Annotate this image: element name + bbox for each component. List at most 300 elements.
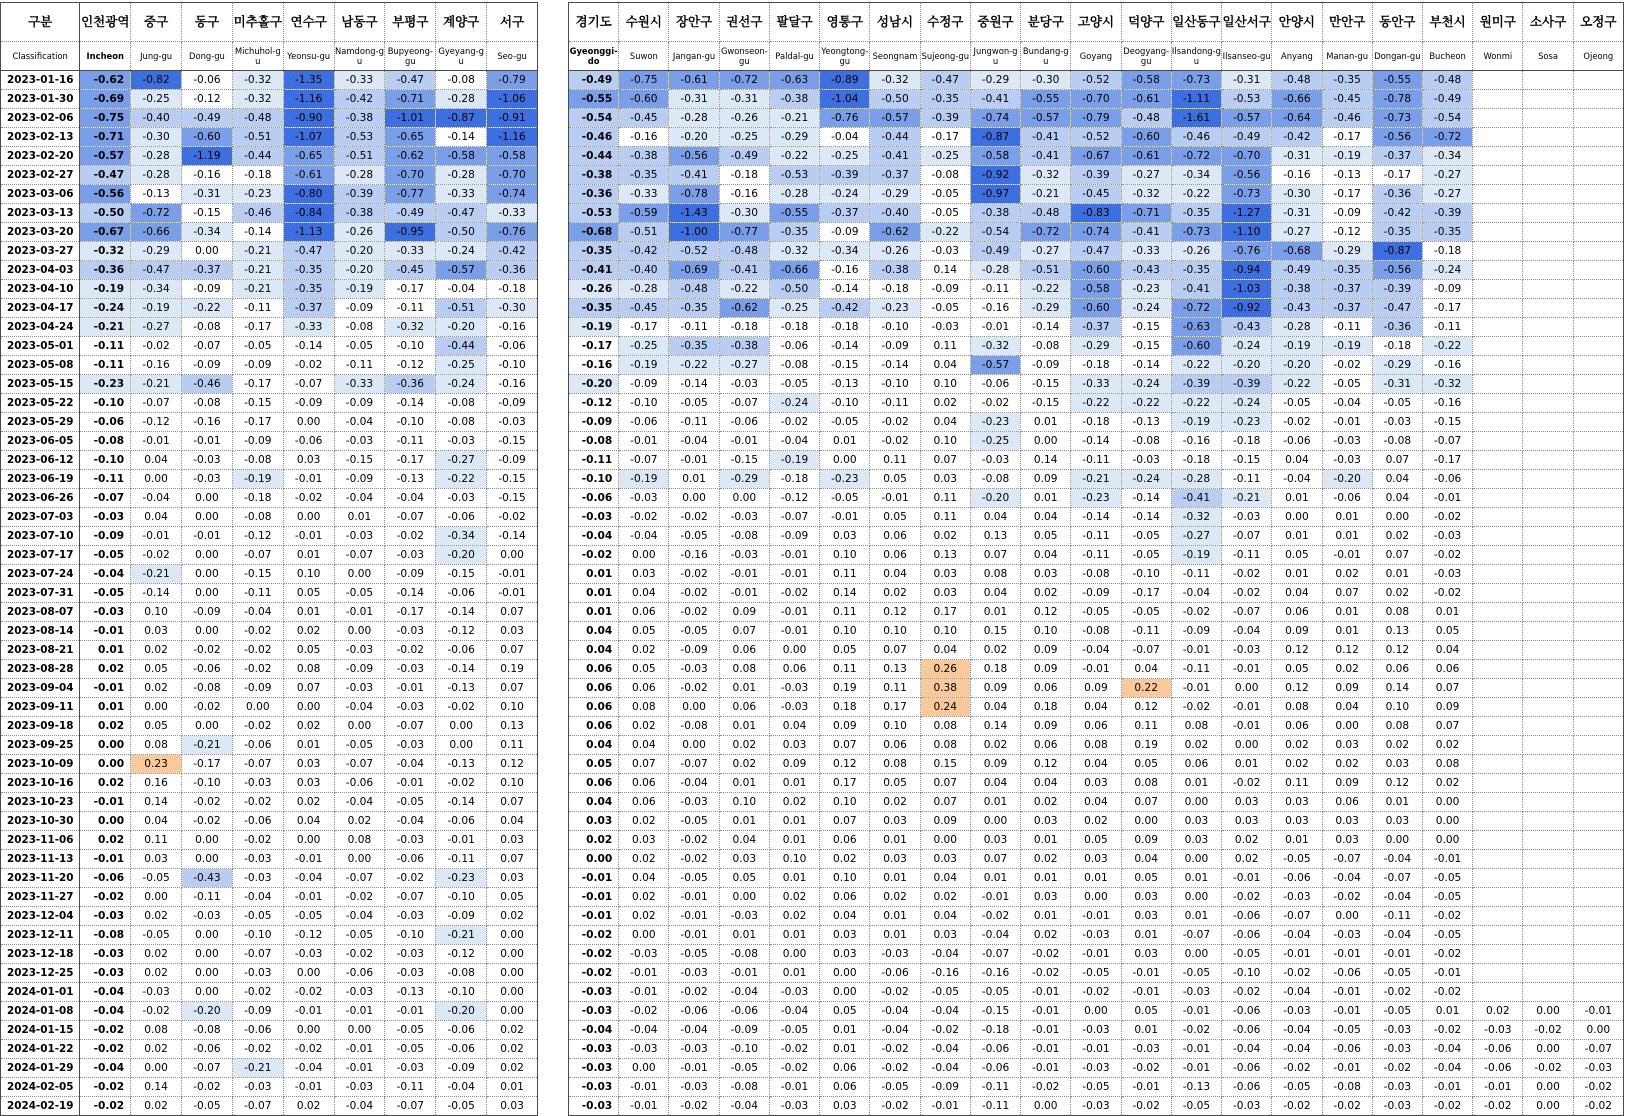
value-cell: -0.27 xyxy=(1422,166,1472,185)
value-cell: -0.02 xyxy=(870,983,920,1002)
value-cell: -0.01 xyxy=(1322,546,1372,565)
table-row xyxy=(569,109,1624,128)
value-cell: 0.04 xyxy=(619,869,669,888)
value-cell: -0.19 xyxy=(334,280,385,299)
value-cell: -0.09 xyxy=(870,337,920,356)
value-cell: -0.72 xyxy=(1021,223,1071,242)
value-cell: -0.68 xyxy=(569,223,619,242)
value-cell: -0.72 xyxy=(131,204,182,223)
value-cell: -0.34 xyxy=(1422,147,1472,166)
value-cell: 0.11 xyxy=(870,679,920,698)
value-cell: -0.05 xyxy=(131,869,182,888)
value-cell: -0.66 xyxy=(1272,90,1322,109)
value-cell: -0.78 xyxy=(1372,90,1422,109)
value-cell: 0.09 xyxy=(1021,717,1071,736)
value-cell: -0.35 xyxy=(669,337,719,356)
value-cell: 0.02 xyxy=(920,394,970,413)
table-row xyxy=(569,774,1624,793)
value-cell: -0.01 xyxy=(1121,983,1171,1002)
value-cell: -0.22 xyxy=(769,147,819,166)
value-cell: -0.06 xyxy=(769,337,819,356)
value-cell: -0.02 xyxy=(385,641,436,660)
value-cell: 0.02 xyxy=(1222,831,1272,850)
value-cell: 0.01 xyxy=(719,926,769,945)
value-cell: -0.50 xyxy=(436,223,487,242)
value-cell: -0.02 xyxy=(182,793,233,812)
value-cell: -0.02 xyxy=(1422,945,1472,964)
value-cell: -0.16 xyxy=(1171,432,1221,451)
value-cell: -0.05 xyxy=(669,869,719,888)
value-cell: -0.05 xyxy=(80,584,131,603)
value-cell: -0.03 xyxy=(970,451,1020,470)
value-cell: 0.10 xyxy=(131,603,182,622)
value-cell: -0.03 xyxy=(619,1040,669,1059)
value-cell: -0.06 xyxy=(970,1059,1020,1078)
value-cell: -0.61 xyxy=(1121,147,1171,166)
value-cell: -0.38 xyxy=(870,261,920,280)
value-cell: -0.73 xyxy=(1171,223,1221,242)
value-cell xyxy=(1573,641,1623,660)
value-cell: -0.15 xyxy=(970,1002,1020,1021)
col-header-yeongtong-gu-en: Yeongtong-gu xyxy=(821,46,869,66)
value-cell: 0.00 xyxy=(232,698,283,717)
value-cell: -0.46 xyxy=(1322,109,1372,128)
value-cell: 0.05 xyxy=(719,869,769,888)
table-row xyxy=(569,242,1624,261)
col-header-gyeonggi-do-en: Gyeonggi-do xyxy=(569,46,618,66)
value-cell: 0.05 xyxy=(870,470,920,489)
value-cell: -0.35 xyxy=(920,90,970,109)
row-date: 2023-12-11 xyxy=(1,926,80,945)
table-row xyxy=(1,527,538,546)
value-cell: -0.02 xyxy=(182,698,233,717)
value-cell: -0.05 xyxy=(1171,964,1221,983)
value-cell: -0.11 xyxy=(970,280,1020,299)
value-cell: -0.28 xyxy=(1272,318,1322,337)
value-cell: -0.29 xyxy=(1322,242,1372,261)
value-cell: -0.02 xyxy=(232,831,283,850)
table-row xyxy=(569,413,1624,432)
value-cell: 0.05 xyxy=(1121,869,1171,888)
value-cell: -0.06 xyxy=(970,375,1020,394)
value-cell: -0.45 xyxy=(619,299,669,318)
value-cell: -0.35 xyxy=(1171,261,1221,280)
value-cell: 0.01 xyxy=(569,565,619,584)
row-date: 2023-10-16 xyxy=(1,774,80,793)
value-cell: -0.20 xyxy=(436,1002,487,1021)
value-cell: 0.03 xyxy=(1372,812,1422,831)
table-row xyxy=(569,584,1624,603)
col-header-yeonsu-gu-ko: 연수구 xyxy=(290,14,327,29)
table-row xyxy=(1,375,538,394)
value-cell: 0.01 xyxy=(1422,1002,1472,1021)
value-cell: -0.15 xyxy=(1021,375,1071,394)
value-cell: 0.01 xyxy=(569,603,619,622)
value-cell: -0.61 xyxy=(669,71,719,90)
value-cell: -0.33 xyxy=(436,185,487,204)
value-cell: 0.03 xyxy=(487,831,538,850)
value-cell: -0.65 xyxy=(283,147,334,166)
value-cell: -0.01 xyxy=(1473,1078,1523,1097)
value-cell: -0.01 xyxy=(1021,983,1071,1002)
value-cell: 0.04 xyxy=(1021,546,1071,565)
col-header-gyeonggi-do-ko: 경기도 xyxy=(575,14,612,29)
col-header-bucheon-en-cell xyxy=(1422,42,1472,71)
value-cell xyxy=(1573,223,1623,242)
value-cell: -0.01 xyxy=(1322,413,1372,432)
value-cell: -0.04 xyxy=(769,432,819,451)
value-cell: -0.11 xyxy=(232,584,283,603)
value-cell: -0.02 xyxy=(334,945,385,964)
value-cell xyxy=(1573,185,1623,204)
value-cell: 0.04 xyxy=(569,641,619,660)
value-cell: -0.02 xyxy=(1422,1021,1472,1040)
value-cell xyxy=(1473,147,1523,166)
value-cell: -0.57 xyxy=(1021,109,1071,128)
value-cell: -0.02 xyxy=(870,1059,920,1078)
row-date: 2023-11-06 xyxy=(1,831,80,850)
value-cell xyxy=(1473,812,1523,831)
value-cell: -0.30 xyxy=(131,128,182,147)
value-cell: -0.02 xyxy=(232,983,283,1002)
value-cell: 0.14 xyxy=(920,261,970,280)
col-header-deogyang-gu xyxy=(1121,3,1171,42)
value-cell: -0.43 xyxy=(1121,261,1171,280)
value-cell: -0.05 xyxy=(182,1097,233,1116)
value-cell: -0.11 xyxy=(870,394,920,413)
value-cell: -0.90 xyxy=(283,109,334,128)
value-cell: -0.02 xyxy=(182,1078,233,1097)
value-cell: -0.05 xyxy=(1222,945,1272,964)
value-cell: -0.03 xyxy=(1121,451,1171,470)
value-cell: -0.02 xyxy=(385,869,436,888)
value-cell: 0.05 xyxy=(619,622,669,641)
value-cell: 0.04 xyxy=(970,774,1020,793)
table-row xyxy=(1,1097,538,1116)
value-cell: -0.04 xyxy=(920,1059,970,1078)
value-cell: -0.01 xyxy=(1121,1078,1171,1097)
value-cell: -0.18 xyxy=(1422,242,1472,261)
value-cell xyxy=(1523,337,1573,356)
value-cell: 0.02 xyxy=(1021,850,1071,869)
value-cell: -0.02 xyxy=(1171,1021,1221,1040)
value-cell: 0.02 xyxy=(619,907,669,926)
value-cell xyxy=(1523,622,1573,641)
value-cell xyxy=(1523,489,1573,508)
value-cell: -0.56 xyxy=(80,185,131,204)
value-cell: -0.03 xyxy=(1422,565,1472,584)
value-cell: -0.28 xyxy=(769,185,819,204)
value-cell: -0.21 xyxy=(232,280,283,299)
value-cell: -0.02 xyxy=(80,888,131,907)
value-cell: 0.12 xyxy=(1121,698,1171,717)
value-cell: 0.05 xyxy=(1121,1002,1171,1021)
value-cell xyxy=(1523,774,1573,793)
value-cell: 0.08 xyxy=(334,831,385,850)
value-cell: -0.01 xyxy=(1422,964,1472,983)
value-cell: -0.24 xyxy=(1222,394,1272,413)
col-header-anyang-en-cell xyxy=(1272,42,1322,71)
table-row xyxy=(1,413,538,432)
row-date: 2023-10-30 xyxy=(1,812,80,831)
classification-header-en xyxy=(1,42,80,71)
value-cell: 0.12 xyxy=(1322,641,1372,660)
value-cell: 0.02 xyxy=(1021,926,1071,945)
value-cell: 0.03 xyxy=(1121,888,1171,907)
value-cell: -0.06 xyxy=(970,1040,1020,1059)
value-cell: -0.07 xyxy=(131,394,182,413)
value-cell xyxy=(1523,508,1573,527)
value-cell: 0.08 xyxy=(870,755,920,774)
value-cell: 0.09 xyxy=(1121,831,1171,850)
value-cell: 0.15 xyxy=(920,755,970,774)
value-cell: -0.58 xyxy=(436,147,487,166)
value-cell: 0.06 xyxy=(820,831,870,850)
value-cell: -0.73 xyxy=(1171,71,1221,90)
table-row xyxy=(569,926,1624,945)
value-cell: -0.21 xyxy=(182,736,233,755)
value-cell: -0.30 xyxy=(487,299,538,318)
value-cell: -0.33 xyxy=(283,318,334,337)
value-cell: -0.03 xyxy=(487,413,538,432)
value-cell: -0.08 xyxy=(1121,432,1171,451)
value-cell: -0.49 xyxy=(719,147,769,166)
value-cell: -0.10 xyxy=(385,337,436,356)
value-cell: -0.33 xyxy=(1121,242,1171,261)
col-header-incheon-ko: 인천광역 xyxy=(81,14,130,29)
table-row xyxy=(569,185,1624,204)
value-cell: -0.47 xyxy=(1071,242,1121,261)
value-cell: 0.09 xyxy=(820,717,870,736)
value-cell: -0.02 xyxy=(436,774,487,793)
table-row xyxy=(1,546,538,565)
value-cell: -0.01 xyxy=(283,850,334,869)
value-cell: 0.07 xyxy=(970,546,1020,565)
value-cell: 0.04 xyxy=(283,812,334,831)
value-cell xyxy=(1473,755,1523,774)
value-cell: 0.03 xyxy=(131,622,182,641)
value-cell: -0.07 xyxy=(334,546,385,565)
col-header-namdong-gu-en-cell xyxy=(334,42,385,71)
value-cell: -0.06 xyxy=(182,1040,233,1059)
value-cell: -0.02 xyxy=(232,641,283,660)
value-cell: -0.08 xyxy=(669,717,719,736)
value-cell: -0.48 xyxy=(669,280,719,299)
value-cell: -0.14 xyxy=(1071,432,1121,451)
value-cell: -0.01 xyxy=(80,679,131,698)
value-cell: -0.02 xyxy=(619,1002,669,1021)
col-header-seo-gu-en-cell xyxy=(487,42,538,71)
table-row xyxy=(1,888,538,907)
value-cell: -0.03 xyxy=(1272,1002,1322,1021)
table-row xyxy=(1,565,538,584)
col-header-incheon xyxy=(80,3,131,42)
value-cell: 0.08 xyxy=(1121,774,1171,793)
value-cell: 0.01 xyxy=(487,1078,538,1097)
value-cell: -0.01 xyxy=(569,888,619,907)
value-cell: -0.35 xyxy=(569,242,619,261)
value-cell: 0.23 xyxy=(131,755,182,774)
value-cell: -0.03 xyxy=(385,736,436,755)
value-cell: -0.02 xyxy=(769,413,819,432)
value-cell: -0.09 xyxy=(436,907,487,926)
col-header-goyang-ko: 고양시 xyxy=(1077,14,1115,29)
value-cell: 0.16 xyxy=(131,774,182,793)
value-cell: -0.02 xyxy=(569,926,619,945)
value-cell xyxy=(1523,850,1573,869)
value-cell: -0.05 xyxy=(820,413,870,432)
row-date: 2023-06-26 xyxy=(1,489,80,508)
value-cell: -0.11 xyxy=(385,299,436,318)
col-header-michuhol-gu xyxy=(232,3,283,42)
value-cell: 0.00 xyxy=(820,964,870,983)
value-cell: -0.29 xyxy=(870,185,920,204)
value-cell: -0.16 xyxy=(1272,166,1322,185)
value-cell: -0.26 xyxy=(870,242,920,261)
value-cell: -0.28 xyxy=(619,280,669,299)
value-cell: 0.07 xyxy=(920,451,970,470)
value-cell: -0.19 xyxy=(569,318,619,337)
value-cell: 0.02 xyxy=(1422,774,1472,793)
value-cell: -0.11 xyxy=(232,299,283,318)
value-cell: -0.60 xyxy=(619,90,669,109)
value-cell: 0.06 xyxy=(820,1078,870,1097)
value-cell: -0.54 xyxy=(970,223,1020,242)
value-cell: 0.03 xyxy=(619,831,669,850)
value-cell: -0.01 xyxy=(719,565,769,584)
value-cell: -0.09 xyxy=(1322,204,1372,223)
value-cell xyxy=(1523,812,1573,831)
value-cell: -0.18 xyxy=(1372,337,1422,356)
value-cell: -0.02 xyxy=(1523,1021,1573,1040)
value-cell: -0.06 xyxy=(436,584,487,603)
value-cell: -0.03 xyxy=(80,508,131,527)
value-cell: -0.17 xyxy=(232,318,283,337)
col-header-jungwon-gu-en-cell xyxy=(970,42,1020,71)
value-cell: 0.04 xyxy=(1121,850,1171,869)
table-row xyxy=(569,128,1624,147)
col-header-seongnam-en: Seongnam xyxy=(872,51,918,61)
value-cell: -0.27 xyxy=(131,318,182,337)
value-cell: 0.00 xyxy=(80,755,131,774)
value-cell xyxy=(1473,565,1523,584)
value-cell: 0.00 xyxy=(131,470,182,489)
value-cell: -0.38 xyxy=(334,109,385,128)
value-cell: 0.10 xyxy=(820,793,870,812)
value-cell: 0.02 xyxy=(1322,565,1372,584)
value-cell: -1.43 xyxy=(669,204,719,223)
value-cell: -0.32 xyxy=(769,242,819,261)
value-cell: -0.03 xyxy=(920,242,970,261)
value-cell: -0.27 xyxy=(1021,242,1071,261)
value-cell: -0.02 xyxy=(870,432,920,451)
value-cell: 0.00 xyxy=(1071,888,1121,907)
value-cell: -0.06 xyxy=(232,812,283,831)
value-cell: -0.95 xyxy=(385,223,436,242)
row-date: 2023-02-13 xyxy=(1,128,80,147)
value-cell: -0.09 xyxy=(232,356,283,375)
value-cell: 0.06 xyxy=(870,527,920,546)
value-cell: -0.05 xyxy=(1272,1078,1322,1097)
value-cell: -0.18 xyxy=(719,318,769,337)
value-cell: -0.04 xyxy=(619,1021,669,1040)
value-cell: 0.19 xyxy=(820,679,870,698)
value-cell: -0.01 xyxy=(970,888,1020,907)
value-cell: 0.01 xyxy=(283,603,334,622)
value-cell: -0.06 xyxy=(1473,1059,1523,1078)
row-date: 2023-10-09 xyxy=(1,755,80,774)
value-cell: -0.09 xyxy=(1071,584,1121,603)
value-cell: -0.05 xyxy=(769,1021,819,1040)
table-row xyxy=(569,698,1624,717)
value-cell: -0.03 xyxy=(719,508,769,527)
value-cell: 0.00 xyxy=(334,622,385,641)
value-cell: -0.12 xyxy=(385,356,436,375)
value-cell: -0.19 xyxy=(232,470,283,489)
value-cell: 0.00 xyxy=(1071,1002,1121,1021)
table-row xyxy=(569,945,1624,964)
value-cell: -0.35 xyxy=(1372,223,1422,242)
value-cell: -0.24 xyxy=(1121,470,1171,489)
value-cell: -0.47 xyxy=(1372,299,1422,318)
value-cell: -0.01 xyxy=(619,432,669,451)
value-cell xyxy=(1573,489,1623,508)
value-cell xyxy=(1573,356,1623,375)
value-cell: -0.31 xyxy=(1272,147,1322,166)
value-cell: -0.03 xyxy=(1171,983,1221,1002)
value-cell: -0.37 xyxy=(1071,318,1121,337)
value-cell: -0.56 xyxy=(1372,261,1422,280)
value-cell: 0.00 xyxy=(182,508,233,527)
value-cell: 0.00 xyxy=(669,489,719,508)
value-cell: -0.32 xyxy=(232,90,283,109)
value-cell: -0.20 xyxy=(436,546,487,565)
value-cell: -0.01 xyxy=(385,1002,436,1021)
value-cell: 0.12 xyxy=(1272,679,1322,698)
value-cell: -0.02 xyxy=(232,717,283,736)
value-cell: -0.13 xyxy=(385,983,436,1002)
value-cell: 0.05 xyxy=(569,755,619,774)
value-cell: -0.22 xyxy=(719,280,769,299)
value-cell: -0.16 xyxy=(487,318,538,337)
value-cell: -0.24 xyxy=(436,242,487,261)
value-cell xyxy=(1523,945,1573,964)
value-cell: -0.58 xyxy=(1071,280,1121,299)
value-cell: 0.05 xyxy=(283,584,334,603)
value-cell: -0.29 xyxy=(1071,337,1121,356)
value-cell: 0.02 xyxy=(131,907,182,926)
value-cell: 0.04 xyxy=(970,698,1020,717)
value-cell: -0.22 xyxy=(436,470,487,489)
table-row xyxy=(1,1021,538,1040)
value-cell: -0.01 xyxy=(80,850,131,869)
value-cell: 0.02 xyxy=(619,850,669,869)
value-cell: 0.02 xyxy=(820,850,870,869)
value-cell: -0.44 xyxy=(436,337,487,356)
value-cell xyxy=(1473,660,1523,679)
value-cell: -0.29 xyxy=(1021,299,1071,318)
value-cell: -0.01 xyxy=(182,527,233,546)
value-cell: 0.07 xyxy=(820,812,870,831)
value-cell xyxy=(1573,128,1623,147)
value-cell: -0.09 xyxy=(385,565,436,584)
value-cell: 0.09 xyxy=(970,679,1020,698)
col-header-yeongtong-gu xyxy=(820,3,870,42)
value-cell: -0.02 xyxy=(870,1097,920,1116)
value-cell: -0.16 xyxy=(487,375,538,394)
value-cell: 0.04 xyxy=(769,717,819,736)
value-cell: -0.06 xyxy=(1222,1078,1272,1097)
